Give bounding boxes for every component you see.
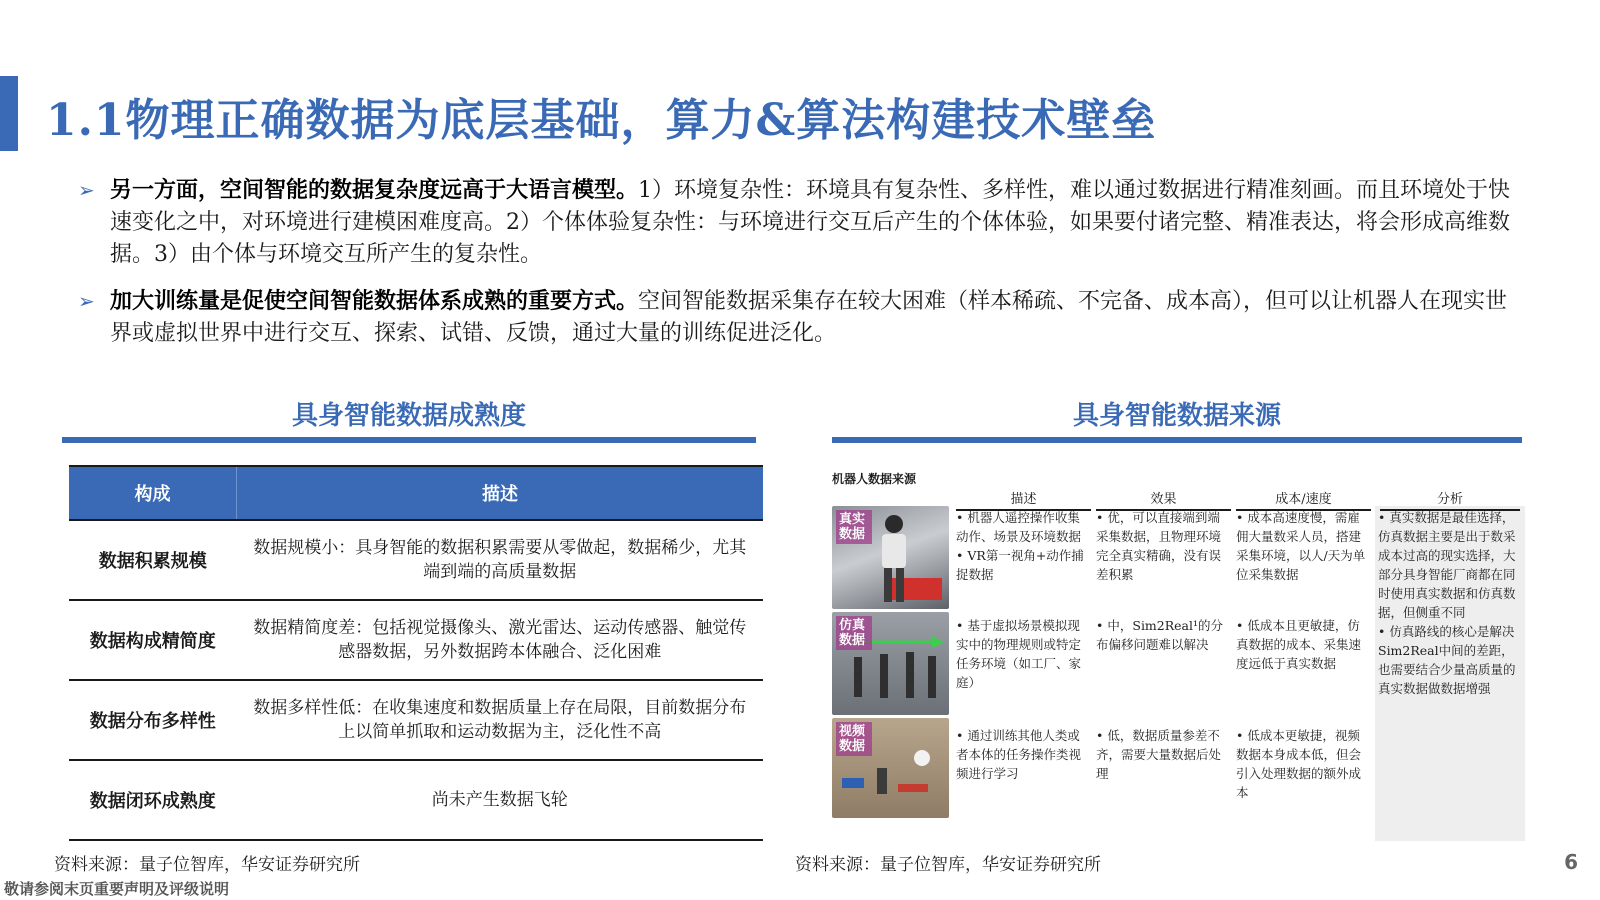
effect-cell: • 低，数据质量参差不齐，需要大量数据后处理 — [1096, 728, 1222, 781]
table-row — [69, 520, 763, 600]
cost-cell: • 低成本更敏捷，视频数据本身成本低，但会引入处理数据的额外成本 — [1236, 728, 1362, 800]
effect-cell: • 优，可以直接端到端采集数据，且物理环境完全真实精确，没有误差积累 — [1096, 510, 1222, 582]
video-data-photo — [832, 718, 949, 818]
table-row — [69, 760, 763, 840]
figure-column-header: 描述 — [956, 488, 1091, 511]
bullet-item — [78, 285, 1518, 350]
bullet-list — [78, 174, 1518, 364]
row-tag: 仿真数据 — [836, 616, 872, 650]
row-desc: 数据多样性低：在收集速度和数据质量上存在局限，目前数据分布上以简单抓取和运动数据为主，泛化性不高 — [237, 680, 764, 760]
desc-cell: • 机器人遥控操作收集动作、场景及环境数据 • VR第一视角+动作捕捉数据 — [956, 510, 1084, 582]
desc-cell: • 基于虚拟场景模拟现实中的物理规则或特定任务环境（如工厂、家庭） — [956, 618, 1082, 690]
table-header-row — [69, 466, 763, 520]
right-section-rule — [832, 437, 1522, 443]
real-data-photo — [832, 506, 949, 609]
arrow-bullet-icon: ➢ — [78, 178, 95, 202]
row-name: 数据分布多样性 — [69, 680, 237, 760]
bullet-bold: 另一方面，空间智能的数据复杂度远高于大语言模型。 — [110, 177, 639, 203]
row-name: 数据构成精简度 — [69, 600, 237, 680]
table-row — [69, 680, 763, 760]
row-desc: 数据规模小：具身智能的数据积累需要从零做起，数据稀少，尤其端到端的高质量数据 — [237, 520, 764, 600]
figure-column-header: 效果 — [1096, 488, 1231, 511]
effect-cell: • 中，Sim2Real¹的分布偏移问题难以解决 — [1096, 618, 1224, 652]
left-section-title: 具身智能数据成熟度 — [291, 401, 526, 431]
page-title: 1.1物理正确数据为底层基础，算力&算法构建技术壁垒 — [46, 95, 1157, 146]
row-desc: 尚未产生数据飞轮 — [237, 760, 764, 840]
arrow-bullet-icon: ➢ — [78, 289, 95, 313]
data-source-figure — [832, 470, 1522, 840]
figure-column-header: 分析 — [1380, 488, 1520, 511]
cost-cell: • 低成本且更敏捷，仿真数据的成本、采集速度远低于真实数据 — [1236, 618, 1362, 671]
bullet-bold: 加大训练量是促使空间智能数据体系成熟的重要方式。 — [110, 288, 639, 314]
right-section-title: 具身智能数据来源 — [1072, 401, 1281, 431]
page-number: 6 — [1564, 850, 1578, 874]
row-name: 数据闭环成熟度 — [69, 760, 237, 840]
desc-cell: • 通过训练其他人类或者本体的任务操作类视频进行学习 — [956, 728, 1082, 781]
title-accent-bar — [0, 76, 18, 151]
footer-disclaimer: 敬请参阅末页重要声明及评级说明 — [4, 880, 230, 898]
left-section-rule — [62, 437, 756, 443]
bullet-text: 1）环境复杂性：环境具有复杂性、多样性，难以通过数据进行精准刻画。而且环境处于快速变化之中，对环境进行建模困难度高。2）个体体验复杂性：与环境进行交互后产生的个体体验，如果要付诸完整、精准表达，将会形成高维数据。3）由个体与环境交互所产生的复杂性。 — [110, 178, 1511, 267]
column-header: 描述 — [237, 466, 764, 520]
row-tag: 真实数据 — [836, 510, 872, 544]
figure-column-header: 成本/速度 — [1236, 488, 1371, 511]
figure-caption: 机器人数据来源 — [832, 472, 917, 486]
maturity-table — [69, 465, 763, 841]
analysis-cell: • 真实数据是最佳选择，仿真数据主要是出于数采成本过高的现实选择，大部分具身智能厂商都在同时使用真实数据和仿真数据，但侧重不同 • 仿真路线的核心是解决Sim2Real中间的差距，也需要结合少量高质量的真实数据做数据增强 — [1378, 510, 1516, 696]
column-header: 构成 — [69, 466, 237, 520]
row-tag: 视频数据 — [836, 722, 872, 756]
left-source-note: 资料来源：量子位智库，华安证券研究所 — [54, 855, 360, 875]
simulation-data-photo — [832, 612, 949, 715]
bullet-text: 空间智能数据采集存在较大困难（样本稀疏、不完备、成本高），但可以让机器人在现实世界或虚拟世界中进行交互、探索、试错、反馈，通过大量的训练促进泛化。 — [110, 289, 1508, 346]
bullet-item — [78, 174, 1518, 271]
row-name: 数据积累规模 — [69, 520, 237, 600]
right-source-note: 资料来源：量子位智库，华安证券研究所 — [795, 855, 1101, 875]
table-row — [69, 600, 763, 680]
row-desc: 数据精简度差：包括视觉摄像头、激光雷达、运动传感器、触觉传感器数据，另外数据跨本体融合、泛化困难 — [237, 600, 764, 680]
cost-cell: • 成本高速度慢，需雇佣大量数采人员，搭建采集环境，以人/天为单位采集数据 — [1236, 510, 1366, 582]
